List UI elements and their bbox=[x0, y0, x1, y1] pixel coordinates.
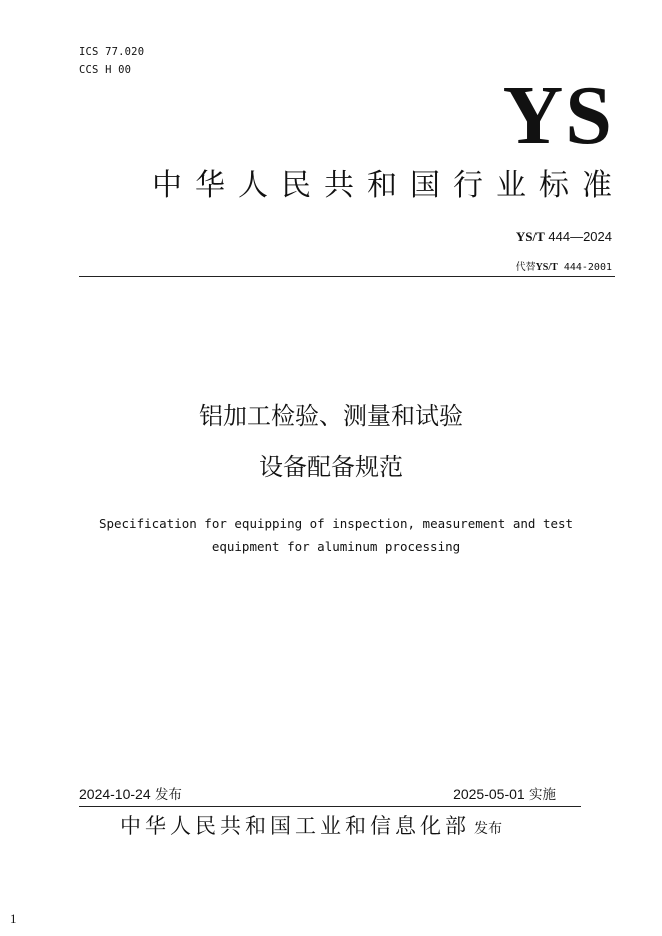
implement-label: 实施 bbox=[524, 787, 556, 803]
standard-number bbox=[516, 229, 612, 245]
issuer-name: 中华人民共和国工业和信息化部 bbox=[120, 814, 470, 838]
english-title-line2: equipment for aluminum processing bbox=[211, 539, 461, 554]
publish-date bbox=[79, 783, 182, 803]
replaces-prefix: YS/T bbox=[535, 262, 558, 273]
chinese-title-line2: 设备配备规范 bbox=[259, 453, 403, 481]
standard-type-title: 中华人民共和国行业标准 bbox=[152, 168, 625, 203]
ys-logo: YS bbox=[502, 69, 614, 162]
replaces-standard bbox=[516, 258, 612, 273]
implement-date bbox=[453, 783, 556, 803]
chinese-title-line1: 铝加工检验、测量和试验 bbox=[199, 402, 463, 430]
replaces-number: 444-2001 bbox=[557, 262, 612, 273]
publish-label: 发布 bbox=[150, 787, 182, 803]
implement-date-value: 2025-05-01 bbox=[453, 786, 525, 802]
standard-number-value: 444—2024 bbox=[544, 229, 612, 244]
footer-divider bbox=[79, 806, 581, 807]
issuer bbox=[120, 810, 502, 840]
standard-number-prefix: YS/T bbox=[515, 229, 545, 244]
publish-date-value: 2024-10-24 bbox=[79, 786, 151, 802]
ccs-code: CCS H 00 bbox=[79, 64, 132, 76]
replaces-label: 代替 bbox=[515, 262, 536, 273]
header-divider bbox=[79, 276, 615, 277]
ics-code: ICS 77.020 bbox=[79, 46, 145, 58]
english-title-line1: Specification for equipping of inspection, measurement and test bbox=[98, 516, 574, 531]
page-number: 1 bbox=[10, 911, 17, 926]
issuer-suffix: 发布 bbox=[474, 821, 502, 837]
